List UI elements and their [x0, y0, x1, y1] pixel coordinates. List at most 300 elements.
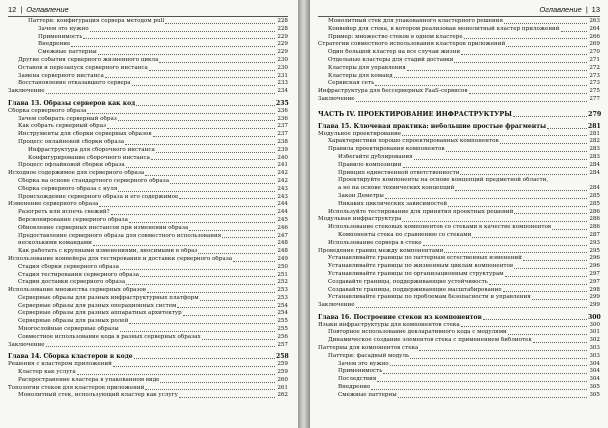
toc-leader-dots: [136, 105, 275, 106]
toc-leader-dots: [561, 31, 587, 32]
toc-page-number: 260: [277, 376, 288, 383]
toc-leader-dots: [129, 323, 275, 324]
toc-entry-title: Сборка на основе стандартного серверного образа: [18, 177, 170, 184]
toc-leader-dots: [506, 46, 587, 47]
toc-leader-dots: [99, 206, 275, 207]
toc-page-number: 253: [277, 287, 288, 294]
toc-entry: [8, 18, 288, 26]
toc-page-number: 305: [589, 391, 600, 398]
toc-page-number: 304: [589, 360, 600, 367]
toc-leader-dots: [202, 339, 275, 340]
toc-entry-title: Процесс офлайновой сборки образа: [18, 162, 125, 169]
toc-entry-title: Заключение: [8, 341, 45, 348]
toc-page-number: 236: [277, 115, 288, 122]
toc-entry: [8, 26, 288, 34]
toc-entry: [8, 73, 288, 81]
toc-entry: [318, 80, 600, 88]
toc-leader-dots: [514, 268, 587, 269]
toc-page-number: 271: [589, 56, 600, 63]
toc-leader-dots: [469, 93, 587, 94]
toc-entry-title: Многослойные серверные образы: [18, 326, 119, 333]
toc-page-number: 270: [589, 49, 600, 56]
toc-page-number: 300: [589, 321, 600, 328]
toc-entry-title: Характеристики хорошо спроектированных компонентов: [328, 138, 499, 145]
toc-entry: [8, 225, 288, 233]
toc-leader-dots: [371, 389, 587, 390]
toc-entry-title: Последствия: [338, 376, 377, 383]
toc-leader-dots: [402, 135, 587, 136]
toc-entry: [318, 329, 600, 337]
toc-entry-title: Заключение: [8, 88, 45, 95]
toc-page-number: 237: [277, 123, 288, 130]
toc-leader-dots: [93, 245, 275, 246]
toc-page-number: 231: [277, 72, 288, 79]
toc-leader-dots: [356, 101, 587, 102]
toc-entry: [8, 123, 288, 131]
toc-page-number: 242: [277, 177, 288, 184]
toc-leader-dots: [505, 276, 587, 277]
toc-entry-title: Версионирование серверного образа: [18, 216, 128, 223]
toc-entry-title: Сборка серверного образа: [8, 107, 87, 114]
toc-page-number: 301: [589, 329, 600, 336]
toc-leader-dots: [159, 62, 275, 63]
toc-leader-dots: [183, 315, 275, 316]
toc-entry-title: Инфраструктура для бессерверных FaaS-сервисов: [318, 88, 468, 95]
toc-entry-title: Внедрение: [38, 41, 71, 48]
toc-entry-title: Серверные образы для разных аппаратных архитектур: [18, 310, 182, 317]
toc-page-number: 302: [589, 337, 600, 344]
toc-entry-title: Модульная инфраструктура: [318, 216, 402, 223]
toc-entry: [318, 224, 600, 232]
toc-entry: [8, 361, 288, 369]
toc-entry-title: Серверные образы для разных операционных систем: [18, 302, 177, 309]
toc-leader-dots: [118, 191, 275, 192]
toc-entry-title: Обновление серверных инстансов при изменении образа: [18, 224, 189, 231]
toc-leader-dots: [179, 198, 275, 199]
toc-entry-title: Кластер как услуга: [18, 369, 76, 376]
toc-entry-title: Монолитный стек, использующий кластер как услугу: [18, 392, 178, 399]
toc-page-number: 230: [277, 64, 288, 71]
toc-entry-title: Паттерн: конфигурация сервера методом pull: [28, 18, 165, 24]
toc-entry-title: Пример: множество стеков в одном кластере: [328, 33, 463, 40]
toc-leader-dots: [385, 198, 587, 199]
toc-entry: [8, 194, 288, 202]
toc-leader-dots: [153, 136, 275, 137]
toc-entry-title: Восстановление отказавшего сервера: [18, 80, 131, 87]
toc-leader-dots: [500, 143, 587, 144]
toc-chapter-entry: [8, 100, 288, 108]
toc-entry: [318, 41, 600, 49]
toc-entry-title: Как работать с крупными изменениями, вносимыми в образ: [18, 248, 198, 255]
toc-entry: [318, 248, 600, 256]
toc-entry: [8, 88, 288, 96]
toc-entry: [8, 155, 288, 163]
toc-leader-dots: [87, 113, 275, 114]
toc-entry: [8, 369, 288, 377]
toc-page-number: 297: [589, 270, 600, 277]
toc-entry-title: Стратегии совместного использования кластеров приложений: [318, 41, 506, 48]
toc-leader-dots: [145, 389, 275, 390]
toc-leader-dots: [198, 253, 275, 254]
toc-page-number: 277: [589, 95, 600, 102]
toc-page-number: 262: [277, 392, 288, 399]
toc-entry: [318, 322, 600, 330]
toc-leader-dots: [394, 77, 587, 78]
toc-leader-dots: [134, 358, 275, 359]
toc-page-number: 249: [277, 255, 288, 262]
toc-page-number: 273: [589, 72, 600, 79]
toc-page-number: 237: [277, 131, 288, 138]
toc-entry: [8, 147, 288, 155]
toc-entry-title: Конвейер для стека, в котором реализован монолитный кластер приложений: [328, 25, 560, 32]
toc-leader-dots: [423, 245, 587, 246]
toc-entry: [318, 287, 600, 295]
toc-entry: [318, 361, 600, 369]
toc-page-number: 285: [589, 200, 600, 207]
toc-entry-title: Решения с кластером приложений: [8, 361, 112, 368]
header-separator: |: [20, 4, 23, 14]
toc-entry-title: Останов и перезапуск серверного инстанса: [18, 64, 148, 71]
toc-leader-dots: [126, 284, 275, 285]
toc-page-number: 256: [277, 333, 288, 340]
toc-page-number: 248: [277, 240, 288, 247]
toc-entry: [8, 256, 288, 264]
toc-leader-dots: [222, 237, 275, 238]
toc-entry: [318, 302, 600, 310]
toc-page-number: 272: [589, 64, 600, 71]
toc-entry-title: Правила проектирования компонентов: [328, 146, 445, 153]
toc-entry-title: Инфраструктура для сборочного инстанса: [28, 146, 155, 153]
toc-entry-title: Повторное использование декларативного кода с модулями: [328, 329, 507, 336]
toc-leader-dots: [111, 214, 275, 215]
toc-entry-title: Использование конвейера для тестирования и доставки серверного образа: [8, 255, 233, 262]
toc-entry: [318, 368, 600, 376]
toc-entry: [318, 392, 600, 400]
toc-page-number: 273: [589, 80, 600, 87]
toc-part-entry: [318, 110, 600, 119]
toc-entry-title: а не на основе технических концепций: [338, 185, 455, 192]
toc-page-number: 295: [589, 247, 600, 254]
toc-entry-title: Избегайте дублирования: [338, 153, 413, 160]
toc-entry-title: Совместное использование кода в разных серверных образах: [18, 333, 201, 340]
toc-entry: [318, 255, 600, 263]
toc-leader-dots: [448, 206, 587, 207]
toc-page-number: 283: [589, 153, 600, 160]
toc-leader-dots: [90, 31, 275, 32]
toc-page-number: 229: [277, 41, 288, 48]
toc-entry: [8, 139, 288, 147]
toc-page-number: 250: [277, 263, 288, 270]
toc-entry: [8, 201, 288, 209]
toc-leader-dots: [129, 222, 275, 223]
toc-page-number: 244: [277, 201, 288, 208]
right-running-title: Оглавление: [539, 4, 582, 14]
toc-leader-dots: [460, 174, 587, 175]
toc-entry-title: Создавайте границы, поддерживающие масштабирование: [328, 286, 502, 293]
toc-page-number: 261: [277, 384, 288, 391]
toc-page-number: 296: [589, 263, 600, 270]
toc-leader-dots: [383, 373, 587, 374]
toc-entry: [318, 232, 600, 240]
toc-entry-title: Сервисная сеть: [328, 80, 375, 87]
toc-entry-title: Изменение серверного образа: [8, 201, 99, 208]
toc-entry-title: Никаких циклических зависимостей: [338, 200, 448, 207]
toc-page-number: 248: [277, 248, 288, 255]
toc-page-number: 283: [589, 146, 600, 153]
toc-leader-dots: [120, 331, 275, 332]
toc-leader-dots: [147, 292, 275, 293]
toc-leader-dots: [160, 382, 275, 383]
toc-page-number: 228: [277, 25, 288, 32]
toc-entry: [8, 57, 288, 65]
toc-entry-title: Использование множества серверных образов: [8, 287, 146, 294]
toc-entry-title: Серверные образы для разных инфраструктурных платформ: [18, 294, 199, 301]
toc-page-number: 304: [589, 376, 600, 383]
toc-page-number: 275: [589, 88, 600, 95]
toc-entry-title: Модульное проектирование: [318, 130, 402, 137]
toc-leader-dots: [407, 70, 587, 71]
toc-entry: [8, 248, 288, 256]
toc-page-number: 299: [589, 294, 600, 301]
toc-leader-dots: [444, 252, 587, 253]
toc-entry-title: Другие события серверного жизненного цикла: [18, 56, 159, 63]
toc-entry: [8, 41, 288, 49]
toc-entry: [318, 240, 600, 248]
toc-page-number: 287: [589, 231, 600, 238]
toc-entry: [318, 201, 600, 209]
toc-entry: [8, 392, 288, 400]
toc-entry-title: Проектируйте компоненты на основе концепций предметной области,: [338, 177, 549, 184]
toc-page-number: 281: [588, 122, 601, 130]
toc-entry: [8, 162, 288, 170]
toc-leader-dots: [118, 120, 275, 121]
toc-entry: [8, 178, 288, 186]
toc-leader-dots: [46, 93, 275, 94]
toc-entry: [318, 384, 600, 392]
toc-leader-dots: [489, 284, 587, 285]
toc-page-number: 299: [589, 302, 600, 309]
toc-entry: [8, 116, 288, 124]
toc-leader-dots: [233, 261, 275, 262]
toc-entry-title: Применимость: [338, 368, 383, 375]
toc-page-number: 286: [589, 216, 600, 223]
toc-leader-dots: [504, 23, 587, 24]
toc-entry-title: Динамическое создание элементов стека с применением библиотек: [328, 337, 532, 344]
toc-entry: [8, 377, 288, 385]
toc-leader-dots: [398, 397, 587, 398]
toc-entry-title: Топологии стеков для кластеров приложений: [8, 384, 145, 391]
toc-entry-title: Паттерн: фасадный модуль: [328, 352, 410, 359]
toc-entry-title: Используйте тестирование для принятия проектных решений: [328, 208, 514, 215]
toc-page-number: 281: [589, 130, 600, 137]
toc-page-number: 233: [277, 80, 288, 87]
toc-page-number: 279: [588, 109, 602, 118]
right-toc-list: [318, 18, 600, 400]
toc-entry-title: Серверные образы для разных ролей: [18, 318, 129, 325]
toc-entry: [8, 34, 288, 42]
left-running-title: Оглавление: [26, 4, 69, 14]
toc-page-number: 236: [277, 107, 288, 114]
toc-entry: [318, 209, 600, 217]
toc-entry: [8, 108, 288, 116]
toc-leader-dots: [402, 221, 587, 222]
toc-entry-title: Стадии доставки серверного образа: [18, 279, 126, 286]
toc-entry-title: Языки инфраструктуры для компонентов стека: [318, 321, 460, 328]
toc-page-number: 264: [589, 25, 600, 32]
toc-entry: [8, 334, 288, 342]
toc-entry: [318, 96, 600, 104]
right-page: [310, 0, 608, 428]
toc-entry-title: Предоставление серверного образа для совместного использования: [18, 232, 222, 239]
toc-entry-title: Применимость: [38, 33, 83, 40]
toc-entry: [318, 18, 600, 26]
toc-entry-title: Один большой кластер на все случаи жизни: [328, 49, 461, 56]
toc-leader-dots: [464, 38, 587, 39]
left-toc-list: [8, 18, 288, 400]
toc-page-number: 303: [589, 345, 600, 352]
toc-entry-title: Компоненты стека по сравнению со стеками: [338, 231, 472, 238]
toc-leader-dots: [390, 365, 587, 366]
toc-entry: [318, 65, 600, 73]
toc-entry: [318, 185, 600, 193]
toc-page-number: 282: [589, 138, 600, 145]
toc-entry: [318, 131, 600, 139]
toc-page-number: 286: [589, 208, 600, 215]
toc-entry: [8, 295, 288, 303]
toc-page-number: 269: [589, 41, 600, 48]
toc-entry: [318, 162, 600, 170]
toc-leader-dots: [461, 326, 587, 327]
toc-leader-dots: [446, 151, 587, 152]
toc-leader-dots: [410, 358, 587, 359]
toc-entry: [318, 279, 600, 287]
toc-entry-title: Глава 16. Построение стеков из компонентов: [318, 313, 482, 321]
toc-entry-title: Конфигурирование сборочного инстанса: [28, 154, 150, 161]
toc-leader-dots: [532, 299, 587, 300]
toc-page-number: 243: [277, 185, 288, 192]
toc-entry: [318, 193, 600, 201]
toc-entry: [318, 376, 600, 384]
toc-leader-dots: [547, 128, 587, 129]
toc-entry-title: Правило композиции: [338, 161, 402, 168]
toc-page-number: 254: [277, 302, 288, 309]
toc-leader-dots: [149, 70, 275, 71]
toc-entry-title: Кластеры для команд: [328, 72, 393, 79]
toc-leader-dots: [132, 85, 275, 86]
toc-entry: [8, 209, 288, 217]
toc-entry: [318, 345, 600, 353]
toc-leader-dots: [107, 128, 275, 129]
toc-entry: [8, 264, 288, 272]
toc-page-number: 229: [277, 33, 288, 40]
toc-leader-dots: [454, 62, 587, 63]
toc-entry-title: Создавайте границы, поддерживающие устойчивость: [328, 278, 488, 285]
toc-entry-title: Кластеры для управления: [328, 64, 406, 71]
toc-entry: [8, 170, 288, 178]
right-page-number: 13: [591, 4, 600, 14]
toc-entry-title: Распространение кластера в упакованном виде: [18, 376, 160, 383]
toc-leader-dots: [189, 230, 275, 231]
toc-entry-title: Глава 15. Ключевая практика: небольшие простые фрагменты: [318, 122, 547, 130]
toc-entry-title: Зачем это нужно: [338, 360, 389, 367]
toc-entry-title: Процесс онлайновой сборки образа: [18, 138, 125, 145]
toc-leader-dots: [179, 397, 275, 398]
toc-page-number: 266: [589, 33, 600, 40]
toc-page-number: 296: [589, 255, 600, 262]
toc-leader-dots: [105, 77, 275, 78]
right-page-header: [318, 3, 600, 17]
toc-leader-dots: [125, 144, 275, 145]
toc-entry: [318, 263, 600, 271]
toc-page-number: 252: [277, 279, 288, 286]
toc-leader-dots: [461, 54, 587, 55]
toc-entry-title: Глава 14. Сборка кластеров в коде: [8, 353, 133, 361]
toc-page-number: 284: [589, 161, 600, 168]
toc-entry-title: Закон Деметры: [338, 192, 384, 199]
toc-page-number: 300: [588, 313, 601, 321]
toc-entry: [8, 326, 288, 334]
toc-page-number: 238: [277, 138, 288, 145]
toc-entry: [8, 272, 288, 280]
toc-entry-title: Зачем собирать серверный образ: [18, 115, 117, 122]
toc-entry-title: Замена серверного инстанса: [18, 72, 104, 79]
toc-page-number: 235: [276, 99, 289, 107]
toc-entry: [318, 170, 600, 178]
toc-leader-dots: [483, 319, 587, 320]
toc-page-number: 285: [589, 192, 600, 199]
toc-entry: [8, 287, 288, 295]
toc-entry-title: Смежные паттерны: [338, 391, 397, 398]
toc-entry-title: Устанавливайте границы по проблемам безопасности и управления: [328, 294, 531, 301]
toc-entry: [8, 217, 288, 225]
toc-page-number: 293: [589, 239, 600, 246]
toc-page-number: 254: [277, 310, 288, 317]
toc-page-number: 234: [277, 88, 288, 95]
toc-leader-dots: [514, 213, 587, 214]
toc-leader-dots: [377, 381, 587, 382]
toc-page-number: 303: [589, 352, 600, 359]
toc-entry-title: Паттерны для компонентов стека: [318, 345, 419, 352]
toc-leader-dots: [356, 307, 587, 308]
toc-chapter-entry: [318, 314, 600, 322]
toc-entry-title: Как собрать серверный образ: [18, 123, 107, 130]
toc-leader-dots: [77, 374, 275, 375]
toc-leader-dots: [126, 167, 275, 168]
toc-entry: [318, 154, 600, 162]
toc-entry: [8, 385, 288, 393]
toc-leader-dots: [414, 159, 587, 160]
toc-entry: [8, 310, 288, 318]
toc-entry-title: Стадия тестирования серверного образа: [18, 271, 140, 278]
toc-page-number: 243: [277, 193, 288, 200]
toc-entry-title: Смежные паттерны: [38, 49, 97, 56]
toc-entry-title: Разогреть или испечь свежий?: [18, 209, 110, 216]
toc-entry-title: Использование сервера в стеке: [328, 239, 422, 246]
toc-leader-dots: [170, 183, 275, 184]
toc-leader-dots: [71, 46, 275, 47]
toc-leader-dots: [200, 300, 275, 301]
toc-entry: [318, 146, 600, 154]
toc-page-number: 242: [277, 170, 288, 177]
toc-entry: [318, 337, 600, 345]
toc-page-number: 259: [277, 369, 288, 376]
toc-entry: [8, 318, 288, 326]
toc-page-number: 244: [277, 209, 288, 216]
toc-entry: [318, 294, 600, 302]
toc-entry-title: Устанавливайте границы по жизненным циклам компонентов: [328, 263, 514, 270]
toc-entry-title: Монолитный стек для упакованного кластерного решения: [328, 18, 504, 24]
toc-leader-dots: [140, 276, 275, 277]
